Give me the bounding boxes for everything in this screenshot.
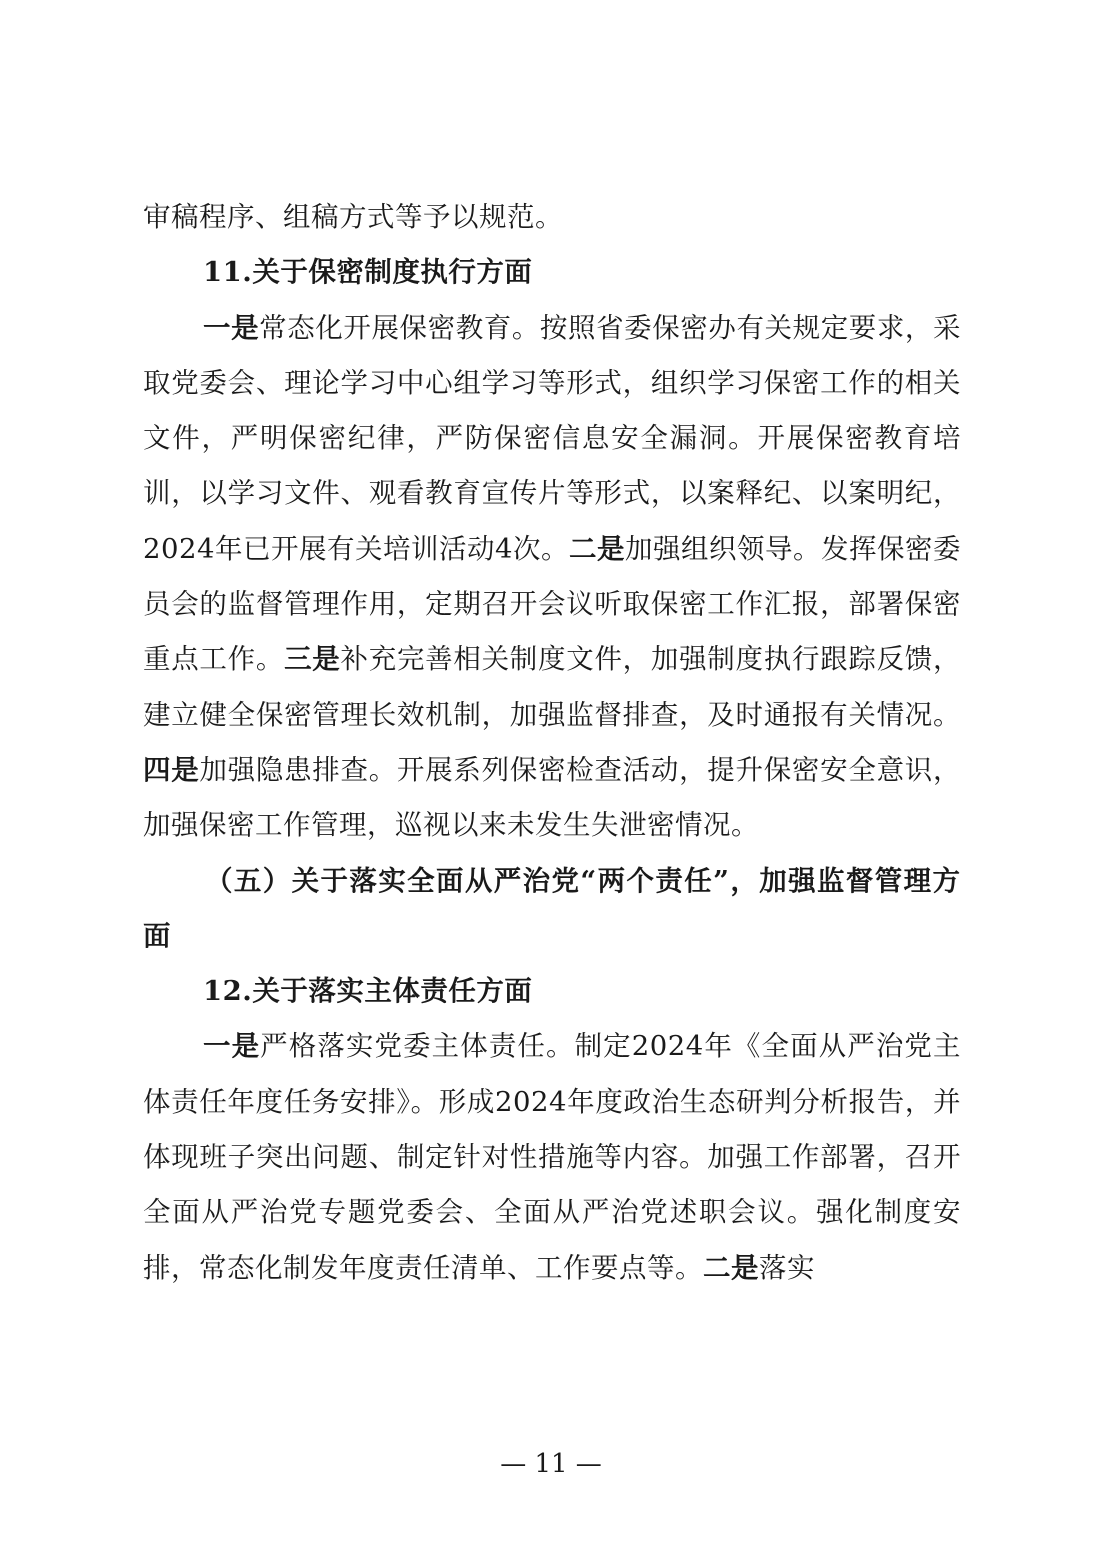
heading-item-11: 11.关于保密制度执行方面 — [203, 256, 533, 289]
paragraph-continuation — [143, 190, 961, 245]
paragraph-text: 审稿程序、组稿方式等予以规范。 — [143, 201, 563, 233]
paragraph-text: 落实 — [759, 1251, 815, 1284]
lead-marker: 三是 — [284, 643, 341, 676]
lead-marker: 一是 — [203, 311, 260, 344]
paragraph-text: 补充完善相关制度文件，加强制度执行跟踪反馈，建立健全保密管理长效机制，加强监督排查，及时通报有关情况。 — [143, 643, 962, 731]
paragraph-main-responsibility — [143, 1019, 961, 1295]
paragraph-text: 常态化开展保密教育。按照省委保密办有关规定要求，采取党委会、理论学习中心组学习等形式，组织学习保密工作的相关文件，严明保密纪律，严防保密信息安全漏洞。开展保密教育培训，以学习文件、观看教育宣传片等形式，以案释纪、以案明纪，2024年已开展有关培训活动4次。 — [143, 311, 962, 565]
document-body — [143, 190, 961, 1296]
page-number: — 11 — — [500, 1449, 602, 1479]
paragraph-text: 加强隐患排查。开展系列保密检查活动，提升保密安全意识，加强保密工作管理，巡视以来未发生失泄密情况。 — [143, 753, 962, 842]
lead-marker: 一是 — [203, 1030, 261, 1063]
paragraph-text: 加强组织领导。发挥保密委员会的监督管理作用，定期召开会议听取保密工作汇报，部署保密重点工作。 — [143, 532, 962, 676]
section-heading-5: （五）关于落实全面从严治党“两个责任”，加强监督管理方面 — [143, 864, 961, 952]
lead-marker: 四是 — [143, 753, 200, 786]
paragraph-text: 严格落实党委主体责任。制定2024年《全面从严治党主体责任年度任务安排》。形成2024年度政治生态研判分析报告，并体现班子突出问题、制定针对性措施等内容。加强工作部署，召开全面从严治党专题党委会、全面从严治党述职会议。强化制度安排，常态化制发年度责任清单、工作要点等。 — [143, 1030, 962, 1284]
lead-marker: 二是 — [569, 532, 626, 565]
paragraph-confidentiality — [143, 301, 961, 854]
lead-marker: 二是 — [703, 1251, 759, 1284]
heading-item-12: 12.关于落实主体责任方面 — [203, 975, 533, 1008]
